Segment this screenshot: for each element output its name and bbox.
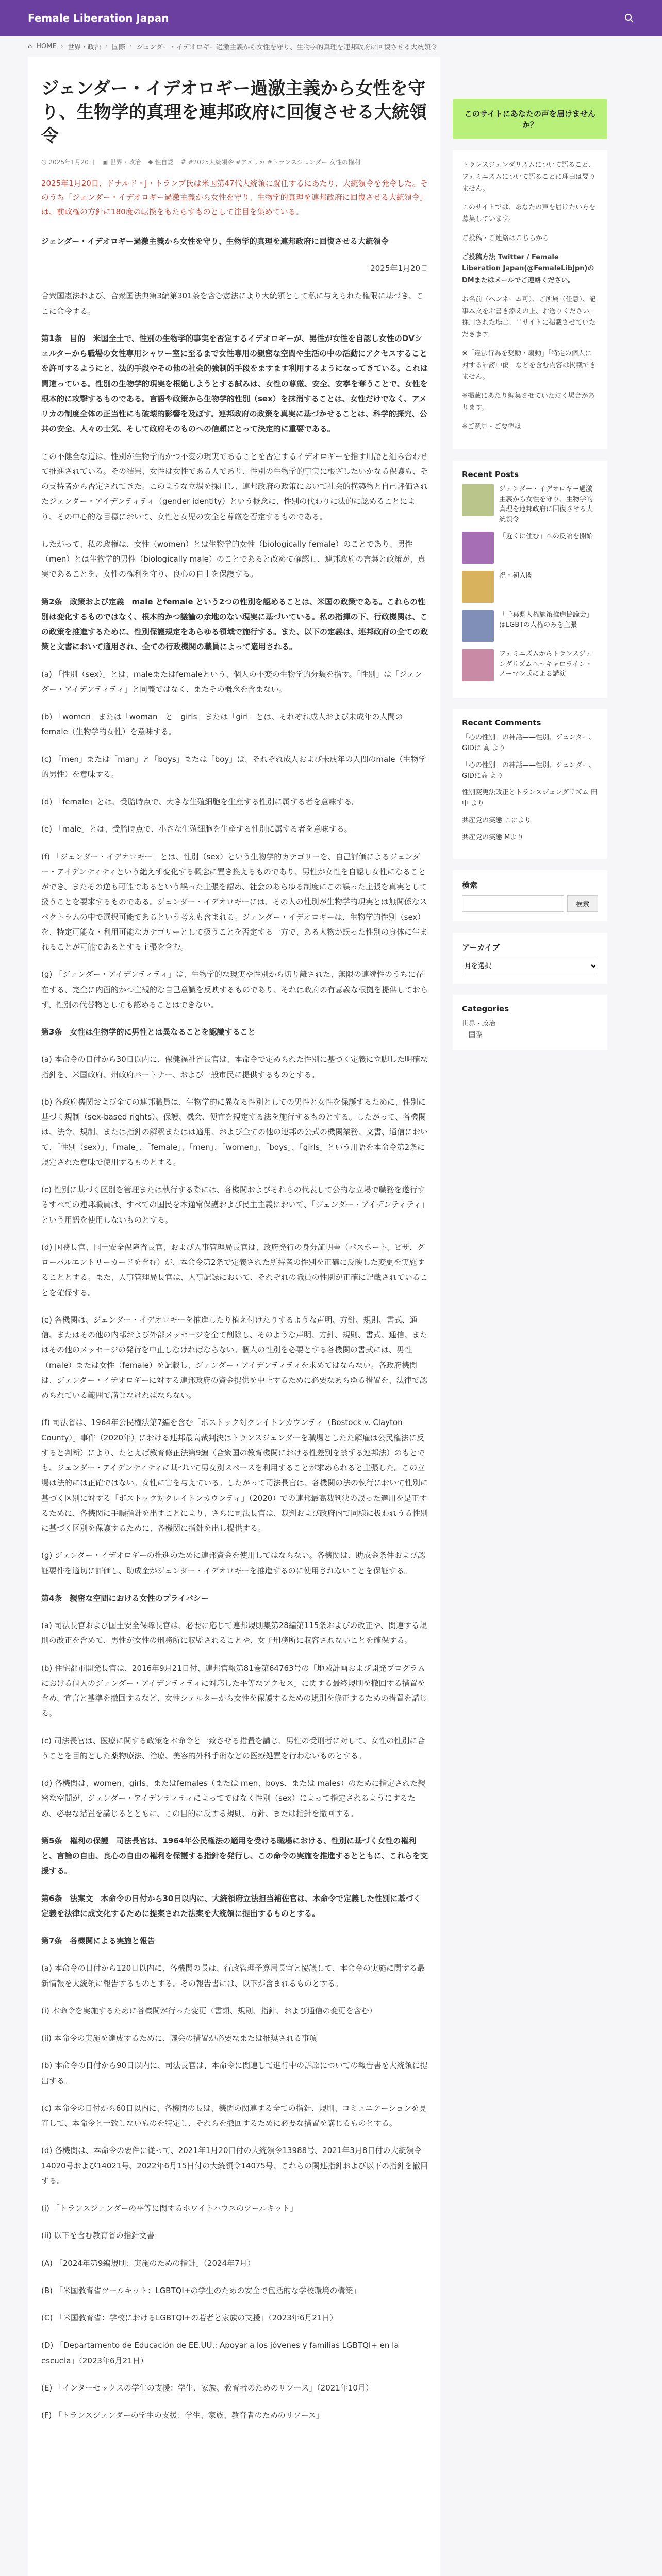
article-paragraph: この不健全な道は、性別が生物学的かつ不変の現実であることを否定するイデオロギーを指す用語と組み合わせて推進されている。その結果、女性は女性である人であり、性別の生物学的事実に根ざしたいかなる保護も、その支持者から否定されてきた。このような立場を採用し、連邦政府の政策において社会的構築物と自己評価されたジェンダー・アイデンティティ（gender identity）という概念に、性別の代わりに法的に認めることにより、その中心的な目標において、女性と女児の安全と尊厳を否定するものである。 xyxy=(41,451,428,521)
post-title[interactable]: フェミニズムからトランスジェンダリズムへ～キャロライン・ノーマン氏による講演 xyxy=(499,650,592,679)
archive-widget xyxy=(453,933,607,984)
article-paragraph: (g) ジェンダー・イデオロギーの推進のために連邦資金を使用してはならない。各機関は、助成金条件および認証要件を適切に評価し、助成金がジェンダー・イデオロギーを推進するのに使用されないことを保証する。 xyxy=(41,1551,425,1575)
comment-item[interactable]: 「心の性別」の神話——性別、ジェンダー、GIDに 高 より xyxy=(462,734,595,753)
recent-posts-title: Recent Posts xyxy=(462,470,519,480)
breadcrumb-current: ジェンダー・イデオロギー過激主義から女性を守り、生物学的真理を連邦政府に回復させる大統領令 xyxy=(136,43,438,52)
article-date: 2025年1月20日 xyxy=(48,158,95,166)
date-meta xyxy=(41,158,95,166)
paragraph-list xyxy=(41,289,428,2423)
clock-icon: ◷ xyxy=(41,158,47,166)
tag-list[interactable]: #2025大統領令 #アメリカ #トランスジェンダー 女性の権利 xyxy=(188,158,360,166)
tag-icon: ◆ xyxy=(148,158,153,166)
folder-icon: ▣ xyxy=(102,158,108,166)
comment-item[interactable]: 性別変更法改正とトランスジェンダリズム 田中 より xyxy=(462,789,598,808)
article-paragraph: (e) 「male」とは、受胎時点で、小さな生殖細胞を生産する性別に属する者を意味する。 xyxy=(41,824,352,834)
article-paragraph: (E) 「インターセックスの学生の支援：学生、家族、教育者のためのリソース」（2021年10月） xyxy=(41,2383,373,2393)
article-paragraph: (ii) 以下を含む教育省の指針文書 xyxy=(41,2231,155,2241)
post-title[interactable]: ジェンダー・イデオロギー過激主義から女性を守り、生物学的真理を連邦政府に回復させる大統領令 xyxy=(499,485,593,523)
category-2[interactable]: 性自認 xyxy=(155,158,174,166)
search-form xyxy=(462,895,598,912)
article-paragraph: (a) 本命令の日付から120日以内に、各機関の長は、行政管理予算局長官と協議して、本命令の実施に関する最新情報を大統領に報告するものとする。その報告書には、以下が含まれるものとする。 xyxy=(41,1963,425,1988)
article-paragraph: (d) 各機関は、women、girls、またはfemales（または men、boys、または males）のために指定された親密な空間が、ジェンダー・アイデンティティによってではなく性別（sex）によって指定されるようにするため、必要な措置を講じるとともに、この目的に反する規則、方針、または指針を撤回する。 xyxy=(41,1778,426,1818)
heading-date: 2025年1月20日 xyxy=(370,264,428,274)
tags-meta[interactable] xyxy=(181,158,360,166)
article-paragraph: 第6条 法案文 本命令の日付から30日以内に、大統領府立法担当補佐官は、本命令で定義した性別に基づく定義を法律に成文化するために提案された法案を大統領に提出するものとする。 xyxy=(41,1893,421,1918)
article-paragraph: (b) 本命令の日付から90日以内に、司法長官は、本命令に関連して進行中の訴訟についての報告書を大統領に提出する。 xyxy=(41,2061,428,2086)
breadcrumb-cat2[interactable]: 国際 xyxy=(112,43,126,52)
category-meta-2[interactable] xyxy=(148,158,173,166)
note-2: ※掲載にあたり編集させていただく場合があります。 xyxy=(462,392,595,412)
section-heading: ジェンダー・イデオロギー過激主義から女性を守り、生物学的真理を連邦政府に回復させる大統領令 xyxy=(41,236,389,246)
article-paragraph: 合衆国憲法および、合衆国法典第3編第301条を含む憲法により大統領として私に与えられた権限に基づき、ここに命令する。 xyxy=(41,291,424,316)
post-item[interactable] xyxy=(462,484,598,524)
article-paragraph: (b) 各政府機関および全ての連邦職員は、生物学的に異なる性別としての男性と女性を保護するために、性別に基づく規制（sex-based rights）、保護、機会、便宜を規定する法を施行するものとする。したがって、各機関は、法令、規制、または指針の解釈またはは適用、および全ての他の連邦の公式の機関業務、文書、通信において、「性別（sex）」、「male」、「female」、「men」、「women」、「boys」、「girls」という用語を本命令第2条に規定された意味で使用するものとする。 xyxy=(41,1097,428,1167)
note-1: ※「違法行為を奨励・扇動」「特定の個人に対する誹謗中傷」などを含む内容は掲載できません。 xyxy=(462,349,597,381)
article-paragraph: (d) 国務長官、国土安全保障省長官、および人事管理局長官は、政府発行の身分証明書（パスポート、ビザ、グローバルエントリーカードを含む）が、本命令第2条で定義された所持者の性別を正確に反映した変更を実施することとする。また、人事管理局長官は、人事記録において、それぞれの職員の性別が正確に記載されていることを確保する。 xyxy=(41,1242,428,1297)
recent-comments-title: Recent Comments xyxy=(462,718,541,728)
breadcrumb-separator: › xyxy=(105,42,108,50)
post-item[interactable] xyxy=(462,532,598,564)
article-paragraph: 第3条 女性は生物学的に男性とは異なることを認識すること xyxy=(41,1027,256,1037)
article-paragraph: (f) 司法省は、1964年公民権法第7編を含む「ボストック対クレイトンカウンティ（Bostock v. Clayton County）」事件（2020年）における連邦最高裁判決はトランスジェンダーを職場としたた解雇は公民権法に反すると判断）により、たとえば教育修正法第9編（合衆国の教育機関における性差別を禁ずる連邦法）のもとでも、ジェンダー・アイデンティティに基づいて男女別スペースを利用することが求められると主張した。この立場は法的には正確ではない。女性に害を与えている。したがって司法長官は、各機関の法の執行において性別に基づく区別に対する「ボストック対クレイトンカウンティ」（2020）での連邦最高裁判決の誤った適用を是正するために、各機関に手順指針を出すことにより、さらに司法長官は、裁判および政府内で同様に扱われうる性別に基づく区別を保護するために、各機関に指針を出し提供する。 xyxy=(41,1418,428,1533)
article-paragraph: (i) 本命令を実施するために各機関が行った変更（書類、規則、指針、および通信の変更を含む） xyxy=(41,2006,377,2015)
post-thumbnail[interactable] xyxy=(462,649,494,681)
site-header xyxy=(0,0,662,36)
page-layout xyxy=(0,57,662,2576)
breadcrumb-separator: › xyxy=(60,42,63,50)
article-paragraph: 第4条 親密な空間における女性のプライバシー xyxy=(41,1593,209,1603)
article-paragraph: (a) 司法長官および国土安全保障長官は、必要に応じて連邦規則集第28編第115条およびの改正や、関連する規則の改正を含めて、男性が女性の刑務所に収監されることや、女子刑務所に収容されないことを確保する。 xyxy=(41,1621,427,1646)
intro-text-1: トランスジェンダリズムについて語ること、フェミニズムについて語ることに理由は要りません。 xyxy=(462,161,596,193)
article-paragraph: (i) 「トランスジェンダーの平等に関するホワイトハウスのツールキット」 xyxy=(41,2204,298,2213)
article-paragraph: (e) 各機関は、ジェンダー・イデオロギーを推進したり植え付けたりするような声明、方針、規則、書式、通信、またはその他の内部および外部メッセージを全て削除し、そのような声明、方針、規則、書式、通信、またはその他のメッセージの発行を中止しなければならない。個人の性別を必要とする各機関の書式には、男性（male）または女性（female）を記載し、ジェンダー・アイデンティティを求めてはならない。各政府機関は、ジェンダー・イデオロギーに対する連邦政府の資金提供を中止するために必要なあらゆる措置を、法律で認められている範囲で講じなければならない。 xyxy=(41,1315,428,1400)
intro-card xyxy=(453,150,607,449)
breadcrumb xyxy=(0,36,662,57)
comment-item[interactable]: 「心の性別」の神話——性別、ジェンダー、GIDに高 より xyxy=(462,761,595,780)
article-body xyxy=(41,234,428,2424)
recent-comments xyxy=(453,709,607,858)
article-paragraph: (c) 本命令の日付から60日以内に、各機関の長は、機関の関連する全ての指針、規則、コミュニケーションを見直して、本命令と一致しないものを特定し、それらを撤回するために必要な措置を講じるものとする。 xyxy=(41,2103,427,2128)
search-input[interactable] xyxy=(462,895,564,912)
post-item[interactable] xyxy=(462,649,598,681)
search-widget xyxy=(453,870,607,921)
article-paragraph: (b) 「women」または「woman」と「girls」または「girl」とは、それぞれ成人および未成年の人間のfemale（生物学的女性）を意味する。 xyxy=(41,712,403,737)
intro-text-3: ご投稿・ご連絡はこちらから xyxy=(462,234,550,242)
post-title[interactable]: 「千葉県人権施策推進協議会」はLGBTの人権のみを主張 xyxy=(499,611,593,629)
category-meta[interactable] xyxy=(102,158,141,166)
article-paragraph: (D) 「Departamento de Educación de EE.UU.: Apoyar a los jóvenes y familias LGBTQI+ en la escuela」（2023年6月21日） xyxy=(41,2341,399,2365)
post-item[interactable] xyxy=(462,610,598,642)
search-button[interactable]: 検索 xyxy=(567,895,598,912)
post-title[interactable]: 祝・初入閣 xyxy=(499,572,533,580)
article-paragraph: (A) 「2024年第9編規則：実施のための指針」（2024年7月） xyxy=(41,2258,255,2268)
category-1[interactable]: 世界・政治 xyxy=(110,158,141,166)
article-paragraph: (d) 各機関は、本命令の要件に従って、2021年1月20日付の大統領令13988号、2021年3月8日付の大統領令14020号および14021号、2022年6月15日付の大統領令14075号、これらの関連指針および以下の指針を撤回する。 xyxy=(41,2146,428,2185)
post-thumbnail[interactable] xyxy=(462,610,494,642)
search-icon[interactable] xyxy=(622,11,636,25)
article-paragraph: (d) 「female」とは、受胎時点で、大きな生殖細胞を生産する性別に属する者を意味する。 xyxy=(41,797,360,807)
categories-widget xyxy=(453,995,607,1050)
tags-icon: # xyxy=(180,158,186,166)
comment-item[interactable]: 共産党の実態 Mより xyxy=(462,833,524,841)
contact-body: お名前（ペンネーム可）、ご所属（任意）、記事本文をお書き添えの上、お送りください。採用された場合、当サイトに掲載させていただきます。 xyxy=(462,295,597,338)
cta-banner[interactable]: このサイトにあなたの声を届けませんか？ xyxy=(453,99,607,139)
intro-text-2: このサイトでは、あなたの声を届けたい方を募集しています。 xyxy=(462,204,596,223)
article-paragraph: (f) 「ジェンダー・イデオロギー」とは、性別（sex）という生物学的カテゴリーを、自己評価によるジェンダー・アイデンティティという絶えず変化する概念に置き換えるものであり、男性が女性を自認し女性になることができ、またその逆も可能であるという誤った主張を認め、社会のあらゆる制度にこの誤った主張を真実として扱うことを要求するものである。ジェンダー・イデオロギーには、その人の性別が生物学的現実とは無関係なスペクトラムの中で選択可能であるという考えも含まれる。ジェンダー・イデオロギーは、生物学的性別（sex）を、特定可能な・利用可能なカテゴリーとして扱うことを否定する一方で、ある人物が誤った性別の身体に生まれることが可能であるとする主張を含む。 xyxy=(41,852,428,952)
post-thumbnail[interactable] xyxy=(462,484,494,516)
post-title[interactable]: 「近くに住む」への反論を開始 xyxy=(499,533,593,541)
article-paragraph: 第5条 権利の保護 司法長官は、1964年公民権法の適用を受ける職場における、性別に基づく女性の権利と、言論の自由、良心の自由の権利を保護する指針を発行し、この命令の実施を推進するとともに、これらを支援する。 xyxy=(41,1836,428,1876)
breadcrumb-cat1[interactable]: 世界・政治 xyxy=(67,43,101,52)
comment-item[interactable]: 共産党の実態 こにより xyxy=(462,817,532,825)
article-paragraph: (F) 「トランスジェンダーの学生の支援：学生、家族、教育者のためのリソース」 xyxy=(41,2411,324,2420)
article-paragraph: (B) 「米国教育省ツールキット：LGBTQI+の学生のための安全で包括的な学校環境の構築」 xyxy=(41,2285,361,2295)
search-title: 検索 xyxy=(462,880,478,890)
breadcrumb-home[interactable]: HOME xyxy=(36,42,57,50)
archive-title: アーカイブ xyxy=(462,942,500,952)
article-paragraph: したがって、私の政権は、女性（women）とは生物学的女性（biologically female）のことであり、男性（men）とは生物学的男性（biologically male）のことであると改めて確認し、連邦政府の言葉と政策が、真実であることを、女性の権利を守り、良心の自由を保護する。 xyxy=(41,539,425,579)
article-paragraph: (ii) 本命令の実施を達成するために、議会の措置が必要なまたは推奨される事項 xyxy=(41,2033,317,2043)
article-paragraph: 第7条 各機関による実施と報告 xyxy=(41,1936,155,1946)
article-paragraph: (c) 性別に基づく区別を管理または執行する際には、各機関およびそれらの代表して公的な立場で職務を遂行するすべての連邦職員は、すべての国民を本通常保護および民主主義において、「ジェンダー・アイデンティティ」という用語を使用しないものとする。 xyxy=(41,1185,425,1225)
post-thumbnail[interactable] xyxy=(462,571,494,603)
article-paragraph: 第1条 目的 米国全土で、性別の生物学的事実を否定するイデオロギーが、男性が女性を自認し女性のDVシェルターから職場の女性専用シャワー室に至るまで女性専用の親密な空間や生活の中の活動にアクセスすることを許可するようにと、法的手段やその他の社会的強制的手段をますます利用するようになってきている。これは間違っている。性別の生物学的現実を根絶しようとする試みは、女性の尊厳、安全、安寧を奪うことで、女性を根本的に攻撃するものである。言語や政策から生物学的性別（sex）を抹消することは、女性だけでなく、アメリカの制度全体の正当性にも破壊的影響を及ぼす。連邦政府の政策を真実に基づかせることは、科学的探究、公共の安全、人々の士気、そして政府そのものへの信頼にとって決定的に重要である。 xyxy=(41,333,428,434)
article-lead: 2025年1月20日、ドナルド・J・トランプ氏は米国第47代大統領に就任するにあたり、大統領令を発令した。そのうち「ジェンダー・イデオロギー過激主義から女性を守り、生物学的真理を連邦政府に回復させる大統領令」は、前政権の方針に180度の転換をもたらすものとして注目を集めている。 xyxy=(41,178,428,217)
category-list[interactable]: 世界・政治 国際 xyxy=(462,1020,496,1039)
article-paragraph: (b) 住宅都市開発長官は、2016年9月21日付、連邦官報第81巻第64763号の「地域計画および開発プログラムにおける個人のジェンダー・アイデンティティに対応した平等なアクセス」に関する最終規則を撤回する措置を含め、宣言と基準を撤回するなど、女性シェルターから女性を保護するための規則を修正するための措置を講じる。 xyxy=(41,1663,427,1718)
article-paragraph: (a) 本命令の日付から30日以内に、保健福祉省長官は、本命令で定められた性別に基づく定義に立脚した明確な指針を、米国政府、州政府パートナー、および一般市民に提供するものとする。 xyxy=(41,1055,428,1079)
categories-title: Categories xyxy=(462,1004,509,1013)
note-3: ※ご意見・ご要望は xyxy=(462,422,521,431)
article-meta xyxy=(41,158,428,166)
article-paragraph: (C) 「米国教育省：学校におけるLGBTQI+の若者と家族の支援」（2023年6月21日） xyxy=(41,2313,338,2323)
breadcrumb-separator: › xyxy=(129,42,133,50)
contact-title: ご投稿方法 Twitter / Female Liberation Japan(@FemaleLibJpn)のDMまたはメールでご連絡ください。 xyxy=(462,253,594,284)
archive-select[interactable] xyxy=(462,958,598,974)
site-title[interactable]: Female Liberation Japan xyxy=(28,12,169,24)
recent-posts xyxy=(453,461,607,698)
article-paragraph: (a) 「性別（sex）」とは、maleまたはfemaleという、個人の不変の生物学的分類を指す。「性別」は「ジェンダー・アイデンティティ」と同義ではなく、またその概念を含まない。 xyxy=(41,669,422,694)
home-icon: ⌂ xyxy=(28,42,32,50)
post-item[interactable] xyxy=(462,571,598,603)
article-paragraph: (g) 「ジェンダー・アイデンティティ」は、生物学的な現実や性別から切り離された、無限の連続性のうちに存在する、完全に内面的かつ主観的な自己意識を反映するものであり、それは政府の有意義な根拠を提供しておらず、性別の代替物としても認めることはできない。 xyxy=(41,970,428,1009)
article-paragraph: 第2条 政策および定義 male とfemale という2つの性別を認めることは、米国の政策である。これらの性別は変化するものではなく、根本的かつ議論の余地のない現実に基づいている。私の指揮の下、行政機関は、この政策を推進するために、性別保護規定をあらゆる領域で施行する。また、以下の定義は、連邦政府の全ての政策と文書において適用され、全ての行政機関の職員によって適用される。 xyxy=(41,597,428,652)
post-thumbnail[interactable] xyxy=(462,532,494,564)
page-title: ジェンダー・イデオロギー過激主義から女性を守り、生物学的真理を連邦政府に回復させる大統領令 xyxy=(41,78,427,146)
sidebar xyxy=(453,57,607,2576)
article-paragraph: (c) 司法長官は、医療に関する政策を本命令と一致させる措置を講じ、男性の受刑者に対して、女性の性別に合うことを目的とした薬物療法、治療、美容的外科手術などの医療処置を行わないものとする。 xyxy=(41,1736,425,1760)
article-main xyxy=(28,57,440,2576)
article-paragraph: (c) 「men」または「man」と「boys」または「boy」は、それぞれ成人および未成年の人間のmale（生物学的男性）を意味する。 xyxy=(41,754,426,779)
